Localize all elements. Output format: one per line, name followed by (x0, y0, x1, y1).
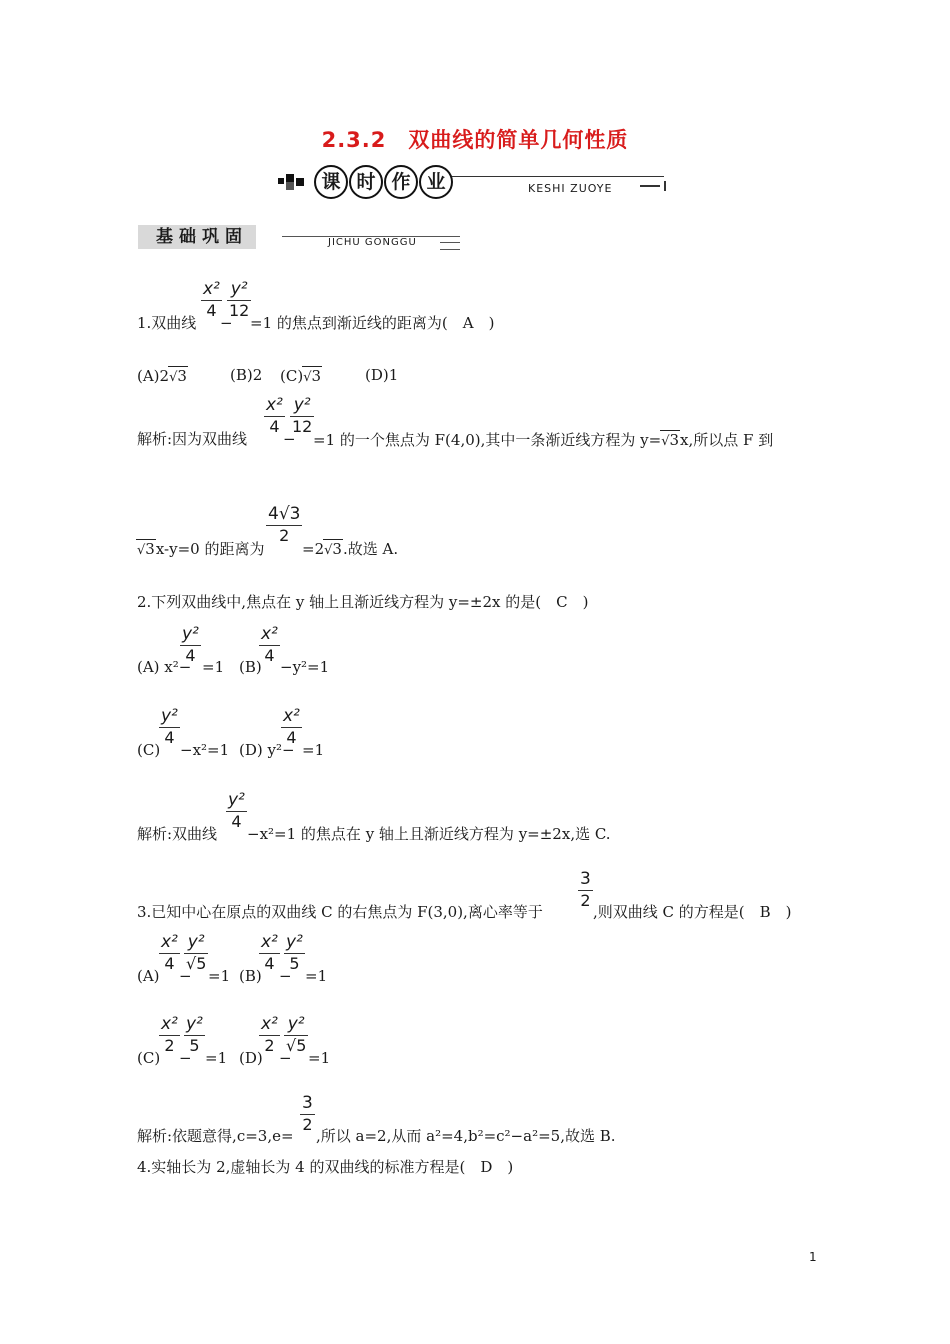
q1-sol-frac-y (290, 394, 314, 437)
minus: − (279, 1049, 292, 1067)
q2-option-a: (A) x²− (137, 658, 192, 676)
frac-den: √5 (286, 1036, 307, 1055)
q3-a-frac1 (159, 931, 180, 974)
q4-stem: 4.实轴长为 2,虚轴长为 4 的双曲线的标准方程是( D ) (137, 1158, 514, 1176)
frac-num: x² (261, 932, 278, 952)
frac-num: x² (203, 279, 220, 299)
q2-stem: 2.下列双曲线中,焦点在 y 轴上且渐近线方程为 y=±2x 的是( C ) (137, 593, 589, 611)
frac-num: y² (286, 932, 303, 952)
q3-option-c-end: =1 (205, 1049, 228, 1067)
banner-subtitle: KESHI ZUOYE (528, 182, 613, 195)
q3-option-c: (C) (137, 1049, 161, 1067)
frac-den: 12 (229, 301, 250, 320)
frac-num: y² (230, 279, 248, 299)
banner-end-mark (638, 181, 666, 191)
q3-b-frac2 (284, 931, 305, 974)
frac-num: y² (293, 395, 311, 415)
q3-sol-frac (300, 1092, 315, 1135)
banner-decor-icon (278, 174, 308, 194)
frac-den: 4 (269, 417, 280, 436)
q1-sol-frac-x (264, 394, 285, 437)
banner-title (314, 165, 454, 199)
q1-sol-frac-dist (266, 503, 302, 546)
minus: − (283, 430, 296, 448)
q2-option-d: (D) y²− (239, 741, 295, 759)
frac-num: y² (187, 932, 205, 952)
banner-char: 课 (314, 165, 348, 199)
frac-den: 4 (264, 954, 275, 973)
q3-stem-b: ,则双曲线 C 的方程是( B ) (593, 903, 792, 921)
frac-den: 4 (206, 301, 217, 320)
frac-den: 5 (189, 1036, 200, 1055)
q3-d-frac1 (259, 1013, 280, 1056)
frac-den: 4 (231, 812, 242, 831)
minus: − (179, 1049, 192, 1067)
frac-num: y² (228, 790, 245, 810)
q2-d-frac (281, 705, 302, 748)
q2-solution-prefix: 解析:双曲线 (137, 825, 218, 843)
frac-num: 4√3 (268, 504, 301, 524)
page-number: 1 (809, 1250, 817, 1264)
frac-num: 3 (580, 869, 591, 889)
q3-a-frac2 (184, 931, 208, 974)
q2-a-frac (180, 623, 201, 666)
banner-rule (452, 176, 664, 177)
q3-option-b-end: =1 (305, 967, 328, 985)
q2-option-b-end: −y²=1 (280, 658, 330, 676)
q1-solution-line2-end: =2√3.故选 A. (302, 540, 399, 558)
frac-num: x² (266, 395, 283, 415)
q2-b-frac (259, 623, 280, 666)
minus: − (279, 967, 292, 985)
q3-b-frac1 (259, 931, 280, 974)
frac-den: 2 (302, 1115, 313, 1134)
q3-c-frac1 (159, 1013, 180, 1056)
frac-num: x² (261, 624, 278, 644)
section-subtitle: JICHU GONGGU (328, 237, 417, 248)
section-rule-end (440, 242, 460, 250)
q1-option-b: (B)2 (230, 366, 263, 384)
frac-den: 4 (164, 954, 175, 973)
q2-solution-text: −x²=1 的焦点在 y 轴上且渐近线方程为 y=±2x,选 C. (247, 825, 611, 843)
q3-option-a-end: =1 (208, 967, 231, 985)
q3-option-b: (B) (239, 967, 262, 985)
q2-option-c-end: −x²=1 (180, 741, 230, 759)
q1-prefix: 1.双曲线 (137, 314, 197, 332)
q1-solution-text: =1 的一个焦点为 F(4,0),其中一条渐近线方程为 y=√3x,所以点 F 到 (313, 431, 774, 449)
banner-char: 时 (349, 165, 383, 199)
frac-den: 4 (264, 646, 275, 665)
q3-option-d-end: =1 (308, 1049, 331, 1067)
frac-num: y² (161, 706, 178, 726)
q2-option-c: (C) (137, 741, 161, 759)
frac-den: 2 (580, 891, 591, 910)
frac-den: 12 (292, 417, 313, 436)
q3-option-d: (D) (239, 1049, 263, 1067)
frac-num: x² (161, 932, 178, 952)
page-title: 2.3.2 双曲线的简单几何性质 (321, 128, 629, 152)
q1-option-d: (D)1 (365, 366, 399, 384)
q1-solution-line2: √3x-y=0 的距离为 (137, 540, 265, 558)
q1-suffix: =1 的焦点到渐近线的距离为( A ) (250, 314, 495, 332)
minus: − (179, 967, 192, 985)
q2-sol-frac (226, 789, 247, 832)
minus: − (220, 314, 233, 332)
frac-num: y² (182, 624, 199, 644)
q1-option-a: (A)2√3 (137, 367, 187, 385)
q3-solution-a: 解析:依题意得,c=3,e= (137, 1127, 294, 1145)
q2-option-d-end: =1 (302, 741, 325, 759)
q3-solution-b: ,所以 a=2,从而 a²=4,b²=c²−a²=5,故选 B. (316, 1127, 616, 1145)
frac-den: 4 (185, 646, 196, 665)
q3-stem-frac (578, 868, 593, 911)
q1-option-c: (C)√3 (280, 367, 322, 385)
q1-frac-x (201, 278, 222, 321)
q1-frac-y (227, 278, 251, 321)
banner-char: 作 (384, 165, 418, 199)
frac-den: 4 (286, 728, 297, 747)
frac-den: 5 (289, 954, 300, 973)
q1-solution-prefix: 解析:因为双曲线 (137, 430, 248, 448)
q2-option-b: (B) (239, 658, 262, 676)
q3-stem-a: 3.已知中心在原点的双曲线 C 的右焦点为 F(3,0),离心率等于 (137, 903, 543, 921)
frac-num: y² (186, 1014, 203, 1034)
q2-c-frac (159, 705, 180, 748)
frac-den: 2 (279, 526, 290, 545)
frac-den: √5 (186, 954, 207, 973)
frac-num: x² (283, 706, 300, 726)
q3-d-frac2 (284, 1013, 308, 1056)
frac-num: y² (287, 1014, 305, 1034)
frac-num: 3 (302, 1093, 313, 1113)
banner-char: 业 (419, 165, 453, 199)
frac-den: 2 (264, 1036, 275, 1055)
frac-num: x² (261, 1014, 278, 1034)
q3-option-a: (A) (137, 967, 160, 985)
frac-num: x² (161, 1014, 178, 1034)
q3-c-frac2 (184, 1013, 205, 1056)
section-heading: 基础巩固 (138, 225, 256, 249)
q2-option-a-end: =1 (202, 658, 225, 676)
frac-den: 4 (164, 728, 175, 747)
frac-den: 2 (164, 1036, 175, 1055)
